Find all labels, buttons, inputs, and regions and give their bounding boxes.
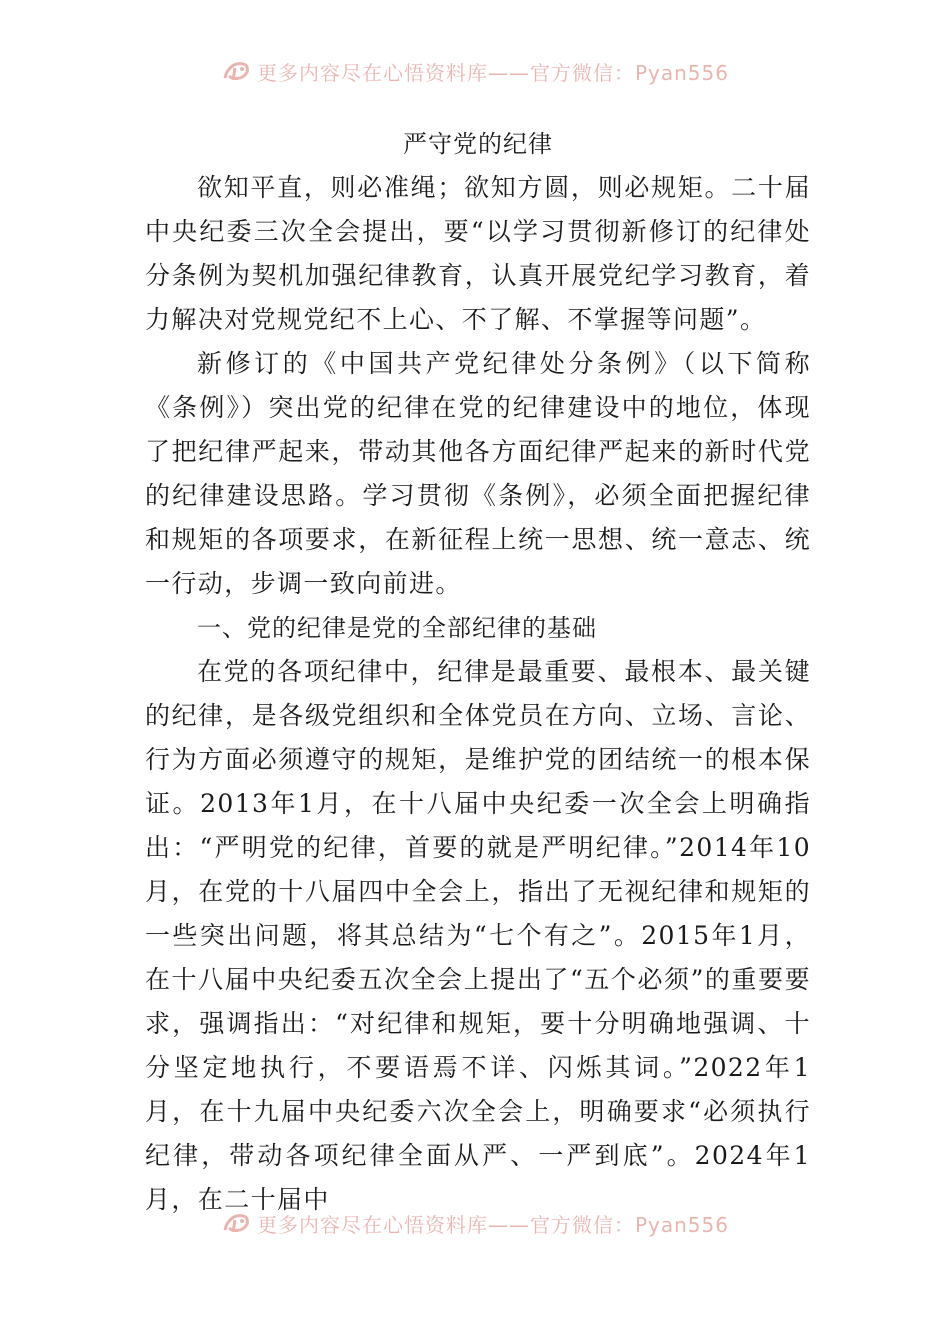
watermark-logo-icon — [221, 1210, 251, 1236]
header-watermark — [0, 56, 950, 86]
paragraph: 新修订的《中国共产党纪律处分条例》（以下简称《条例》）突出党的纪律在党的纪律建设中的地位，体现了把纪律严起来，带动其他各方面纪律严起来的新时代党的纪律建设思路。学习贯彻《条例》，必须全面把握纪律和规矩的各项要求，在新征程上统一思想、统一意志、统一行动，步调一致向前进。 — [145, 349, 811, 598]
watermark-text: 更多内容尽在心悟资料库——官方微信：Pyan556 — [256, 60, 729, 85]
watermark-text: 更多内容尽在心悟资料库——官方微信：Pyan556 — [256, 1212, 729, 1237]
watermark-logo-icon — [221, 58, 251, 84]
section-heading: 一、党的纪律是党的全部纪律的基础 — [197, 614, 597, 642]
paragraph: 欲知平直，则必准绳；欲知方圆，则必规矩。二十届中央纪委三次全会提出，要“以学习贯彻新修订的纪律处分条例为契机加强纪律教育，认真开展党纪学习教育，着力解决对党规党纪不上心、不了解、不掌握等问题”。 — [145, 173, 811, 334]
document-body — [145, 122, 811, 1222]
footer-watermark — [0, 1208, 950, 1238]
paragraph: 在党的各项纪律中，纪律是最重要、最根本、最关键的纪律，是各级党组织和全体党员在方向、立场、言论、行为方面必须遵守的规矩，是维护党的团结统一的根本保证。2013年1月，在十八届中央纪委一次全会上明确指出：“严明党的纪律，首要的就是严明纪律。”2014年10月，在党的十八届四中全会上，指出了无视纪律和规矩的一些突出问题，将其总结为“七个有之”。2015年1月，在十八届中央纪委五次全会上提出了“五个必须”的重要要求，强调指出：“对纪律和规矩，要十分明确地强调、十分坚定地执行，不要语焉不详、闪烁其词。”2022年1月，在十九届中央纪委六次全会上，明确要求“必须执行纪律，带动各项纪律全面从严、一严到底”。2024年1月，在二十届中 — [145, 657, 811, 1214]
document-title: 严守党的纪律 — [403, 130, 553, 158]
